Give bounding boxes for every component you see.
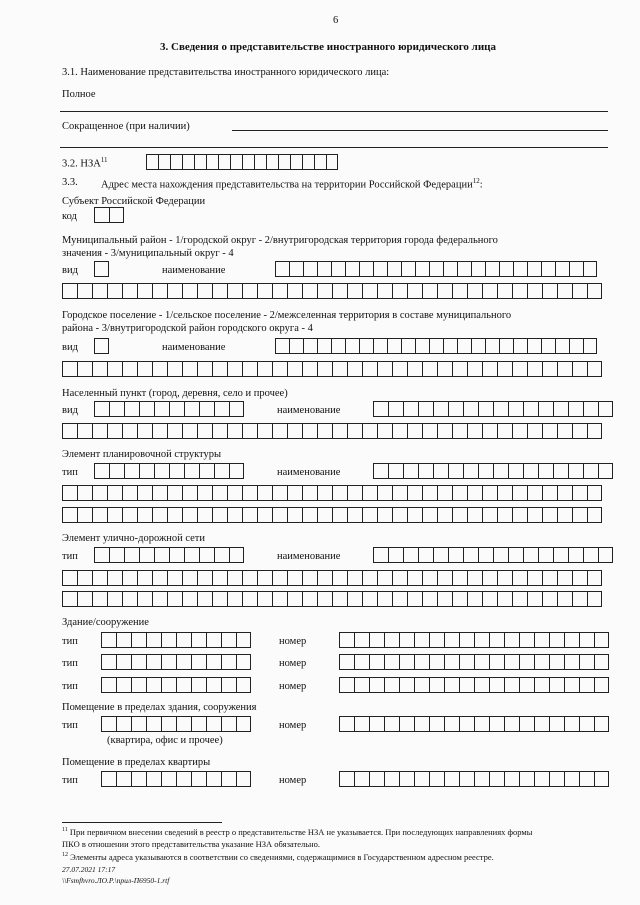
street-name-cells-3[interactable] <box>62 591 602 607</box>
locality-name-cells-2[interactable] <box>62 423 602 439</box>
nza-cells[interactable] <box>146 154 338 170</box>
locality-name-label: наименование <box>277 405 341 416</box>
planning-type-cells[interactable] <box>94 463 244 479</box>
planning-name-label: наименование <box>277 467 341 478</box>
footnote-11: $^{11}$ При первичном внесении сведений в реестр о представительстве НЗА не указывается. При последующих направлениях формы <box>62 827 533 837</box>
full-name-label: Полное <box>62 89 96 100</box>
municipal-kind-label: вид <box>62 265 78 276</box>
planning-name-cells-2[interactable] <box>62 485 602 501</box>
premises-building-number-label: номер <box>279 720 307 731</box>
section-title: 3. Сведения о представительстве иностранного юридического лица <box>160 41 497 53</box>
municipal-line2: значения - 3/муниципальный округ - 4 <box>62 248 234 259</box>
building-type-label-2: тип <box>62 658 78 669</box>
building-type-label-1: тип <box>62 636 78 647</box>
premises-apartment-number-label: номер <box>279 775 307 786</box>
building-number-label-2: номер <box>279 658 307 669</box>
premises-building-hint: (квартира, офис и прочее) <box>107 735 223 746</box>
settlement-kind-cell[interactable] <box>94 338 109 354</box>
s33-num: 3.3. <box>62 177 78 188</box>
doc-date: 27.07.2021 17:17 <box>62 865 116 874</box>
locality-title: Населенный пункт (город, деревня, село и прочее) <box>62 388 288 399</box>
short-name-label: Сокращенное (при наличии) <box>62 121 190 132</box>
building-type-cells-3[interactable] <box>101 677 251 693</box>
subject-code-cells[interactable] <box>94 207 124 223</box>
premises-apartment-type-label: тип <box>62 775 78 786</box>
settlement-kind-label: вид <box>62 342 78 353</box>
building-title: Здание/сооружение <box>62 617 149 628</box>
municipal-kind-cell[interactable] <box>94 261 109 277</box>
locality-kind-label: вид <box>62 405 78 416</box>
subject-title: Субъект Российской Федерации <box>62 196 206 207</box>
full-name-line[interactable] <box>60 111 608 112</box>
locality-name-cells-1[interactable] <box>373 401 613 417</box>
municipal-name-cells-2[interactable] <box>62 283 602 299</box>
footnote-12: $^{12}$ Элементы адреса указываются в соответствии со сведениями, содержащимися в Государственном адресном реестре. <box>62 852 494 862</box>
planning-name-cells-3[interactable] <box>62 507 602 523</box>
nza-label: 3.2. НЗА$^{11}$ <box>62 156 108 170</box>
building-number-cells-2[interactable] <box>339 654 609 670</box>
s31-label: 3.1. Наименование представительства иностранного юридического лица: <box>62 67 390 78</box>
building-type-cells-2[interactable] <box>101 654 251 670</box>
planning-type-label: тип <box>62 467 78 478</box>
planning-name-cells-1[interactable] <box>373 463 613 479</box>
premises-apartment-number-cells[interactable] <box>339 771 609 787</box>
building-type-label-3: тип <box>62 681 78 692</box>
municipal-line1: Муниципальный район - 1/городской округ - 2/внутригородская территория города федерального <box>62 235 498 246</box>
building-number-cells-3[interactable] <box>339 677 609 693</box>
street-title: Элемент улично-дорожной сети <box>62 533 205 544</box>
planning-title: Элемент планировочной структуры <box>62 449 222 460</box>
street-type-label: тип <box>62 551 78 562</box>
building-number-label-3: номер <box>279 681 307 692</box>
footnote-separator <box>62 822 222 823</box>
premises-building-type-cells[interactable] <box>101 716 251 732</box>
building-type-cells-1[interactable] <box>101 632 251 648</box>
subject-code-label: код <box>62 211 77 222</box>
street-name-label: наименование <box>277 551 341 562</box>
premises-apartment-type-cells[interactable] <box>101 771 251 787</box>
page-number: 6 <box>333 15 339 26</box>
premises-building-title: Помещение в пределах здания, сооружения <box>62 702 257 713</box>
building-number-label-1: номер <box>279 636 307 647</box>
doc-path: \\Fsmfhvro.ЛО.Р.\прил-П6950-1.rtf <box>62 876 170 885</box>
street-name-cells-1[interactable] <box>373 547 613 563</box>
municipal-name-cells-1[interactable] <box>275 261 597 277</box>
premises-building-type-label: тип <box>62 720 78 731</box>
premises-apartment-title: Помещение в пределах квартиры <box>62 757 211 768</box>
premises-building-number-cells[interactable] <box>339 716 609 732</box>
settlement-line1: Городское поселение - 1/сельское поселение - 2/межселенная территория в составе муниципального <box>62 310 512 321</box>
settlement-line2: района - 3/внутригородской район городского округа - 4 <box>62 323 313 334</box>
municipal-name-label: наименование <box>162 265 226 276</box>
settlement-name-cells-2[interactable] <box>62 361 602 377</box>
locality-kind-cells[interactable] <box>94 401 244 417</box>
footnote-11-cont: ПКО в отношении этого представительства указание НЗА обязательно. <box>62 839 321 849</box>
settlement-name-cells-1[interactable] <box>275 338 597 354</box>
short-name-line-2 <box>60 147 608 148</box>
building-number-cells-1[interactable] <box>339 632 609 648</box>
street-name-cells-2[interactable] <box>62 570 602 586</box>
short-name-line[interactable] <box>232 130 608 131</box>
s33-label: Адрес места нахождения представительства на территории Российской Федерации$^{12}$: <box>101 177 483 191</box>
settlement-name-label: наименование <box>162 342 226 353</box>
street-type-cells[interactable] <box>94 547 244 563</box>
